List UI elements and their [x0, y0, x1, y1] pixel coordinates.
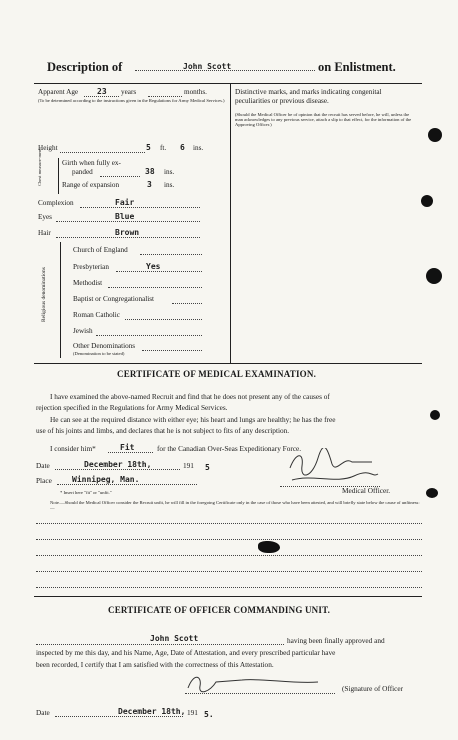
medical-year-prefix: 191 [183, 461, 194, 470]
medical-officer-label: Medical Officer. [342, 486, 391, 495]
section-rule [34, 363, 422, 364]
denom-presbyterian: Presbyterian [73, 263, 109, 271]
denom-dots [108, 287, 202, 288]
denom-baptist: Baptist or Congregationalist [73, 295, 155, 303]
unfit-line [36, 555, 422, 556]
hair-value: Brown [115, 228, 140, 237]
recruit-name: John Scott [183, 62, 232, 71]
range-ins-label: ins. [164, 181, 175, 189]
title-right: on Enlistment. [318, 60, 396, 74]
height-label: Height [38, 144, 58, 152]
apparent-age-value: 23 [97, 87, 107, 96]
distinctive-marks-note: (Should the Medical Officer be of opinion that the recruit has served before, he will, unless the man acknowledges to any previous service, attach a slip to that effect, for the information of the Approving Officer.) [235, 112, 412, 127]
medical-year-value: 5 [205, 463, 210, 472]
chest-brace [58, 158, 59, 194]
officer-date-dots [55, 716, 183, 717]
denom-dots [96, 335, 202, 336]
officer-date-value: December 18th, [118, 707, 186, 716]
denom-dots [125, 319, 202, 320]
medical-date-label: Date [36, 461, 50, 470]
girth-label-2: panded [72, 168, 93, 176]
chest-label: Chest measure-ment [37, 148, 42, 186]
denom-presbyterian-value: Yes [146, 262, 161, 271]
medical-note: Note.—Should the Medical Officer consider the Recruit unfit, he will fill in the foregoing Certificate only in the case of those who have been attested, and will briefly state below the cause of unfitness:— [50, 500, 420, 510]
officer-year-value: 5. [204, 710, 214, 719]
unfit-line [36, 539, 422, 540]
religious-brace [60, 242, 61, 358]
height-dots [60, 152, 145, 153]
denom-methodist: Methodist [73, 279, 103, 287]
hair-label: Hair [38, 229, 51, 237]
unfit-line [36, 571, 422, 572]
eyes-dots [56, 221, 200, 222]
denom-dots [140, 254, 202, 255]
place-label: Place [36, 476, 52, 485]
medical-p2b: use of his joints and limbs, and declares that he is not subject to fits of any description. [36, 426, 290, 435]
medical-cert-title: CERTIFICATE OF MEDICAL EXAMINATION. [117, 369, 317, 379]
range-value: 3 [147, 180, 152, 189]
denom-other-note: (Denomination to be stated) [73, 351, 125, 356]
eyes-value: Blue [115, 212, 135, 221]
medical-p1b: rejection specified in the Regulations for Army Medical Services. [36, 403, 228, 412]
officer-name-dots [36, 644, 284, 645]
officer-line-1: having been finally approved and [287, 636, 385, 645]
unfit-line [36, 587, 422, 588]
for-force-label: for the Canadian Over-Seas Expeditionary Force. [157, 444, 302, 453]
officer-date-label: Date [36, 708, 50, 717]
complexion-value: Fair [115, 198, 135, 207]
age-note: (To be determined according to the instructions given in the Regulations for Army Medical Services.) [38, 98, 225, 103]
complexion-label: Complexion [38, 199, 74, 207]
officer-line-3: been recorded, I certify that I am satisfied with the correctness of this Attestation. [36, 660, 274, 669]
medical-p1: I have examined the above-named Recruit and find that he does not present any of the causes of [50, 392, 330, 401]
girth-dots [100, 176, 140, 177]
denom-dots [172, 303, 202, 304]
hair-dots [56, 237, 200, 238]
officer-line-2: inspected by me this day, and his Name, Age, Date of Attestation, and every prescribed particular have [36, 648, 336, 657]
range-label: Range of expansion [62, 181, 120, 189]
denom-other: Other Denominations [73, 342, 136, 350]
denom-jewish: Jewish [73, 327, 93, 335]
medical-p2: He can see at the required distance with either eye; his heart and lungs are healthy; he has the free [50, 415, 336, 424]
years-label: years [121, 88, 137, 96]
officer-section-rule [34, 596, 422, 597]
height-ft-value: 5 [146, 143, 151, 152]
age-dots [84, 96, 119, 97]
top-rule [34, 83, 422, 84]
punch-hole [421, 195, 433, 207]
officer-cert-title: CERTIFICATE OF OFFICER COMMANDING UNIT. [108, 605, 331, 615]
consider-dots [108, 452, 153, 453]
officer-name-value: John Scott [150, 634, 199, 643]
punch-hole [426, 268, 442, 284]
girth-value: 38 [145, 167, 155, 176]
height-in-value: 6 [180, 143, 185, 152]
column-divider [230, 83, 231, 363]
months-dots [148, 96, 182, 97]
medical-date-dots [55, 469, 180, 470]
medical-officer-signature [282, 448, 382, 488]
punch-hole [430, 410, 440, 420]
fit-footnote: * Insert here "fit" or "unfit." [60, 490, 112, 495]
religious-label: Religious denominations [41, 267, 47, 322]
denom-dots [142, 350, 202, 351]
ins-label: ins. [193, 144, 204, 152]
place-dots [57, 484, 197, 485]
girth-label-1: Girth when fully ex- [62, 159, 121, 167]
denom-dots [116, 271, 202, 272]
denom-church-of-england: Church of England [73, 246, 128, 254]
officer-sign-dots [185, 693, 335, 694]
punch-hole [426, 488, 438, 498]
punch-hole [428, 128, 442, 142]
consider-value: Fit [120, 443, 135, 452]
complexion-dots [80, 207, 200, 208]
denom-roman-catholic: Roman Catholic [73, 311, 120, 319]
officer-signature-label: (Signature of Officer [342, 684, 404, 693]
ft-label: ft. [160, 144, 167, 152]
girth-ins-label: ins. [164, 168, 175, 176]
eyes-label: Eyes [38, 213, 52, 221]
place-value: Winnipeg, Man. [72, 475, 140, 484]
distinctive-marks-heading: Distinctive marks, and marks indicating congenital peculiarities or previous disease. [235, 88, 382, 105]
unfit-line [36, 523, 422, 524]
medical-date-value: December 18th, [84, 460, 152, 469]
apparent-age-label: Apparent Age [38, 88, 79, 96]
ink-blot [258, 541, 280, 553]
consider-label: I consider him* [50, 444, 96, 453]
officer-year-prefix: 191 [187, 708, 198, 717]
title-left: Description of [47, 60, 123, 74]
months-label: months. [184, 88, 207, 96]
